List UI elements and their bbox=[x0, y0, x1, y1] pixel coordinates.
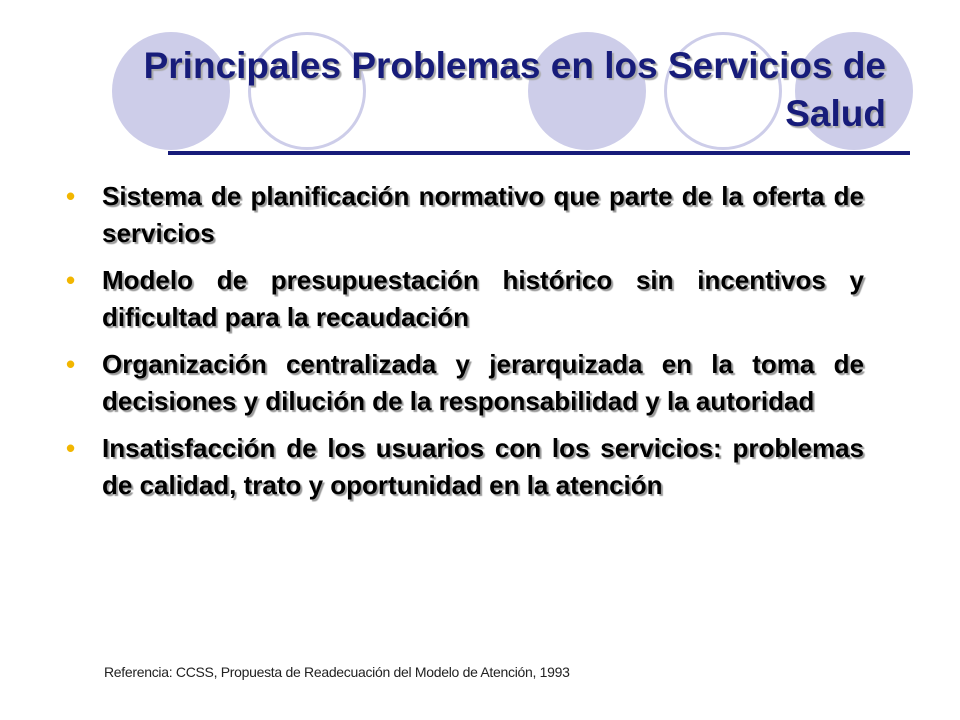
bullet-marker-icon: • bbox=[66, 349, 76, 379]
bullet-text: Sistema de planificación normativo que parte de la oferta de servicios bbox=[102, 181, 864, 248]
bullet-item bbox=[64, 262, 864, 336]
bullet-marker-icon: • bbox=[66, 265, 76, 295]
bullet-item bbox=[64, 346, 864, 420]
title-underline bbox=[168, 151, 910, 155]
bullet-marker-icon: • bbox=[66, 181, 76, 211]
bullet-list bbox=[64, 178, 864, 514]
slide-title: Principales Problemas en los Servicios de Salud bbox=[143, 45, 886, 134]
reference-note: Referencia: CCSS, Propuesta de Readecuación del Modelo de Atención, 1993 bbox=[104, 664, 570, 680]
bullet-item bbox=[64, 178, 864, 252]
bullet-text: Organización centralizada y jerarquizada en la toma de decisiones y dilución de la responsabilidad y la autoridad bbox=[102, 349, 864, 416]
bullet-marker-icon: • bbox=[66, 433, 76, 463]
bullet-text: Modelo de presupuestación histórico sin incentivos y dificultad para la recaudación bbox=[102, 265, 864, 332]
bullet-item bbox=[64, 430, 864, 504]
bullet-text: Insatisfacción de los usuarios con los servicios: problemas de calidad, trato y oportunidad en la atención bbox=[102, 433, 864, 500]
